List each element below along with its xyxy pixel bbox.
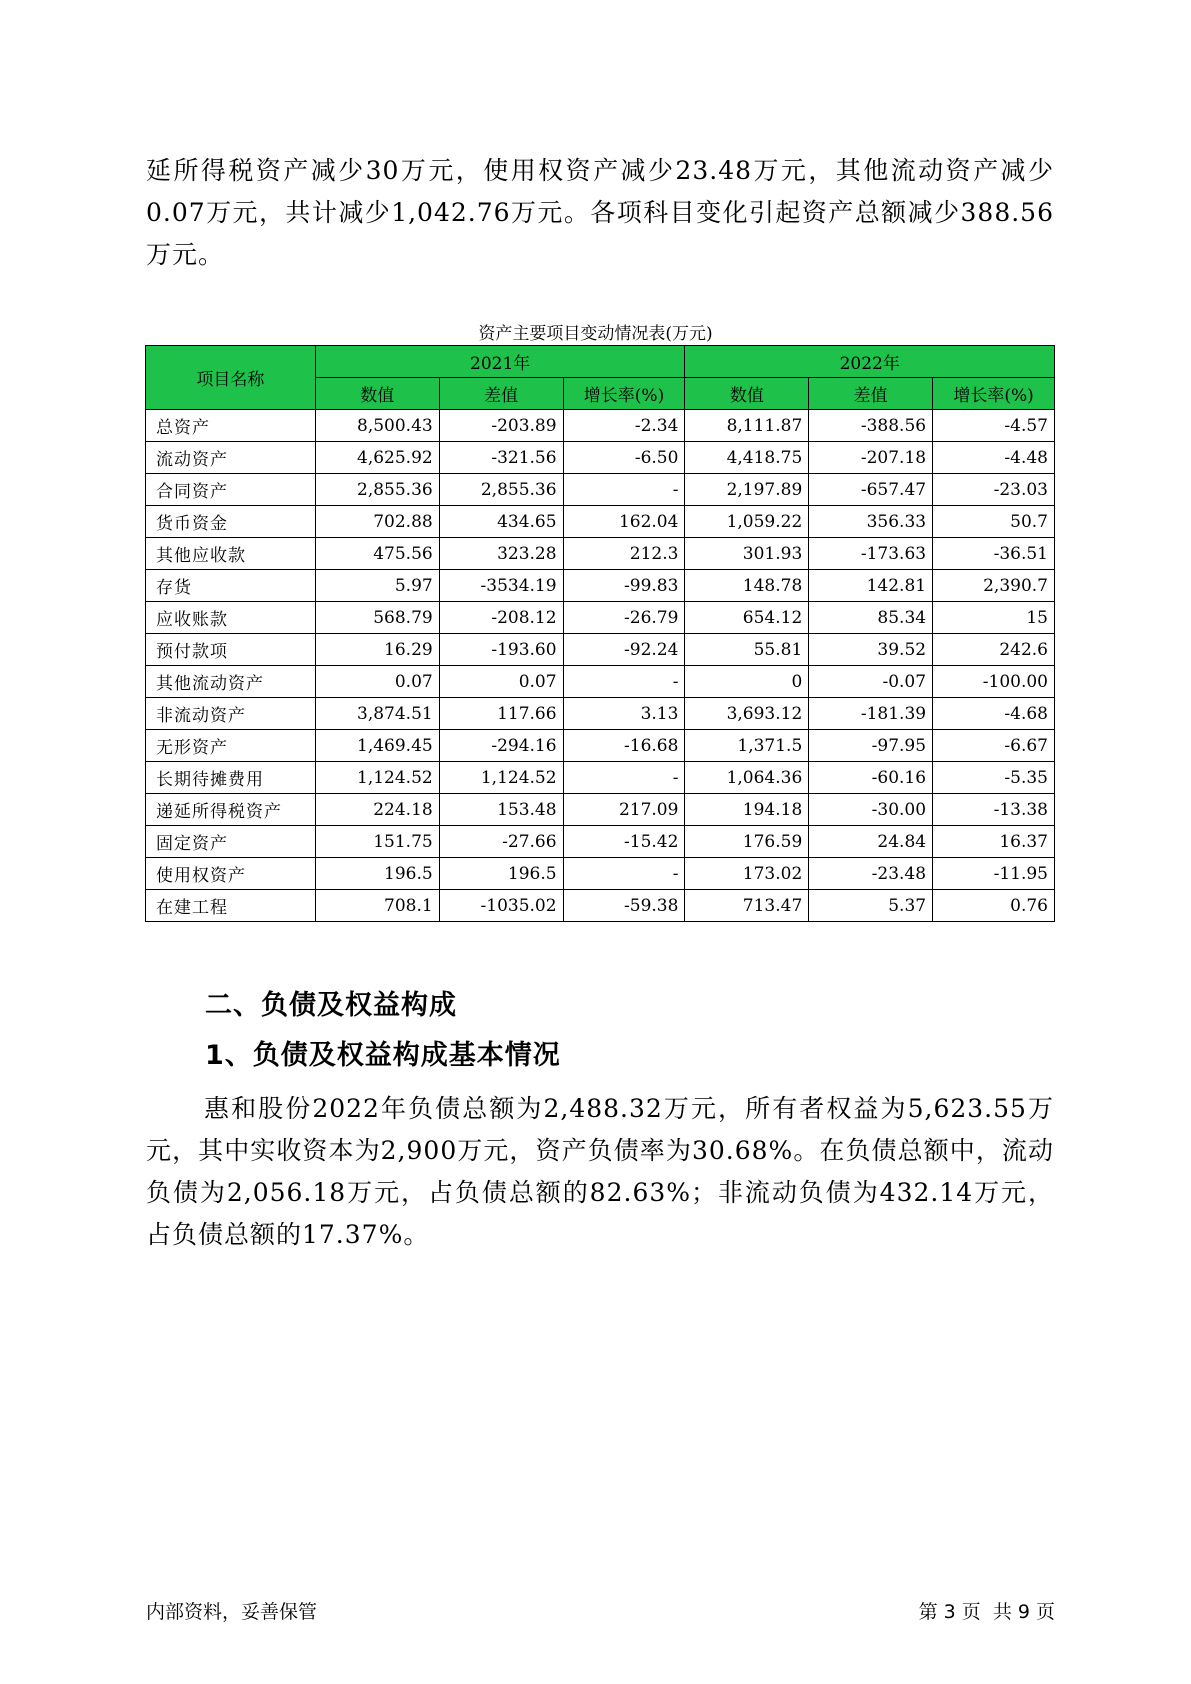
asset-change-table (145, 345, 1055, 922)
table-cell: -60.16 (809, 762, 933, 794)
table-cell: 162.04 (563, 506, 685, 538)
table-cell: 85.34 (809, 602, 933, 634)
table-cell: 1,059.22 (685, 506, 809, 538)
table-cell: 0.07 (439, 666, 563, 698)
row-item-name: 无形资产 (146, 730, 316, 762)
row-item-name: 货币资金 (146, 506, 316, 538)
table-cell: 654.12 (685, 602, 809, 634)
table-cell: -203.89 (439, 410, 563, 442)
table-cell: 3,874.51 (315, 698, 439, 730)
table-row (146, 634, 1055, 666)
table-cell: 196.5 (315, 858, 439, 890)
table-cell: 356.33 (809, 506, 933, 538)
table-cell: -36.51 (933, 538, 1055, 570)
table-cell: 24.84 (809, 826, 933, 858)
table-cell: -11.95 (933, 858, 1055, 890)
table-cell: -173.63 (809, 538, 933, 570)
table-cell: -208.12 (439, 602, 563, 634)
table-cell: 55.81 (685, 634, 809, 666)
table-cell: -6.50 (563, 442, 685, 474)
table-cell: - (563, 474, 685, 506)
row-item-name: 预付款项 (146, 634, 316, 666)
table-cell: 568.79 (315, 602, 439, 634)
table-cell: 708.1 (315, 890, 439, 922)
table-cell: 16.37 (933, 826, 1055, 858)
footer-confidential-note: 内部资料，妥善保管 (146, 1601, 318, 1623)
header-diff-2021: 差值 (439, 378, 563, 410)
table-cell: -388.56 (809, 410, 933, 442)
table-row (146, 538, 1055, 570)
table-cell: 224.18 (315, 794, 439, 826)
row-item-name: 其他流动资产 (146, 666, 316, 698)
table-cell: -100.00 (933, 666, 1055, 698)
row-item-name: 固定资产 (146, 826, 316, 858)
row-item-name: 流动资产 (146, 442, 316, 474)
table-cell: 176.59 (685, 826, 809, 858)
row-item-name: 总资产 (146, 410, 316, 442)
table-cell: 196.5 (439, 858, 563, 890)
table-cell: -30.00 (809, 794, 933, 826)
header-growth-2021: 增长率(%) (563, 378, 685, 410)
table-cell: -294.16 (439, 730, 563, 762)
table-row (146, 474, 1055, 506)
row-item-name: 合同资产 (146, 474, 316, 506)
table-cell: 4,625.92 (315, 442, 439, 474)
table-cell: 2,197.89 (685, 474, 809, 506)
table-row (146, 826, 1055, 858)
table-row (146, 730, 1055, 762)
table-cell: 39.52 (809, 634, 933, 666)
table-row (146, 794, 1055, 826)
table-row (146, 442, 1055, 474)
table-cell: 194.18 (685, 794, 809, 826)
table-cell: 5.97 (315, 570, 439, 602)
table-cell: -15.42 (563, 826, 685, 858)
table-cell: -5.35 (933, 762, 1055, 794)
row-item-name: 在建工程 (146, 890, 316, 922)
table-cell: -1035.02 (439, 890, 563, 922)
table-cell: 5.37 (809, 890, 933, 922)
table-header-row-1 (146, 346, 1055, 378)
table-cell: 242.6 (933, 634, 1055, 666)
table-cell: 713.47 (685, 890, 809, 922)
table-cell: -0.07 (809, 666, 933, 698)
table-cell: 2,855.36 (439, 474, 563, 506)
row-item-name: 长期待摊费用 (146, 762, 316, 794)
table-cell: -97.95 (809, 730, 933, 762)
table-cell: -2.34 (563, 410, 685, 442)
table-cell: -4.57 (933, 410, 1055, 442)
table-cell: 702.88 (315, 506, 439, 538)
table-cell: 16.29 (315, 634, 439, 666)
table-cell: -4.48 (933, 442, 1055, 474)
row-item-name: 存货 (146, 570, 316, 602)
table-row (146, 858, 1055, 890)
table-cell: 1,124.52 (315, 762, 439, 794)
table-cell: 0.76 (933, 890, 1055, 922)
table-cell: 1,124.52 (439, 762, 563, 794)
table-cell: 8,111.87 (685, 410, 809, 442)
table-cell: 142.81 (809, 570, 933, 602)
paragraph-liabilities: 惠和股份2022年负债总额为2,488.32万元，所有者权益为5,623.55万元，其中实收资本为2,900万元，资产负债率为30.68%。在负债总额中，流动负债为2,056.18万元，占负债总额的82.63%；非流动负债为432.14万元，占负债总额的17.37%。 (146, 1094, 1054, 1249)
table-cell: -321.56 (439, 442, 563, 474)
table-cell: 4,418.75 (685, 442, 809, 474)
table-cell: -59.38 (563, 890, 685, 922)
table-cell: -3534.19 (439, 570, 563, 602)
table-cell: 50.7 (933, 506, 1055, 538)
table-row (146, 570, 1055, 602)
header-diff-2022: 差值 (809, 378, 933, 410)
table-cell: -16.68 (563, 730, 685, 762)
table-cell: 173.02 (685, 858, 809, 890)
footer-page-number: 第 3 页 共 9 页 (918, 1601, 1055, 1623)
table-cell: 15 (933, 602, 1055, 634)
table-cell: -207.18 (809, 442, 933, 474)
header-item-name: 项目名称 (146, 346, 316, 410)
row-item-name: 其他应收款 (146, 538, 316, 570)
table-caption: 资产主要项目变动情况表(万元) (478, 324, 713, 344)
header-year-2022: 2022年 (685, 346, 1055, 378)
table-cell: -92.24 (563, 634, 685, 666)
table-cell: -4.68 (933, 698, 1055, 730)
row-item-name: 非流动资产 (146, 698, 316, 730)
table-row (146, 762, 1055, 794)
table-cell: 212.3 (563, 538, 685, 570)
table-cell: - (563, 762, 685, 794)
table-cell: 434.65 (439, 506, 563, 538)
row-item-name: 应收账款 (146, 602, 316, 634)
table-cell: 301.93 (685, 538, 809, 570)
table-cell: 8,500.43 (315, 410, 439, 442)
table-cell: 148.78 (685, 570, 809, 602)
table-row (146, 506, 1055, 538)
header-year-2021: 2021年 (315, 346, 685, 378)
table-cell: 3.13 (563, 698, 685, 730)
table-row (146, 890, 1055, 922)
table-row (146, 410, 1055, 442)
table-cell: -99.83 (563, 570, 685, 602)
table-cell: 153.48 (439, 794, 563, 826)
table-cell: 217.09 (563, 794, 685, 826)
table-cell: 475.56 (315, 538, 439, 570)
table-cell: -657.47 (809, 474, 933, 506)
table-cell: 1,469.45 (315, 730, 439, 762)
table-cell: 117.66 (439, 698, 563, 730)
table-body (146, 410, 1055, 922)
row-item-name: 使用权资产 (146, 858, 316, 890)
table-cell: -26.79 (563, 602, 685, 634)
table-cell: -23.48 (809, 858, 933, 890)
section-heading: 二、负债及权益构成 (205, 990, 457, 1021)
table-row (146, 698, 1055, 730)
table-cell: - (563, 858, 685, 890)
table-cell: 2,390.7 (933, 570, 1055, 602)
table-cell: 1,064.36 (685, 762, 809, 794)
row-item-name: 递延所得税资产 (146, 794, 316, 826)
table-cell: 323.28 (439, 538, 563, 570)
table-cell: 0.07 (315, 666, 439, 698)
table-cell: 2,855.36 (315, 474, 439, 506)
table-cell: 151.75 (315, 826, 439, 858)
table-cell: -23.03 (933, 474, 1055, 506)
table-cell: -181.39 (809, 698, 933, 730)
table-row (146, 666, 1055, 698)
table-row (146, 602, 1055, 634)
table-cell: 0 (685, 666, 809, 698)
paragraph-asset-summary: 延所得税资产减少30万元，使用权资产减少23.48万元，其他流动资产减少0.07万元，共计减少1,042.76万元。各项科目变化引起资产总额减少388.56万元。 (146, 156, 1054, 269)
table-cell: -13.38 (933, 794, 1055, 826)
table-cell: - (563, 666, 685, 698)
table-cell: 3,693.12 (685, 698, 809, 730)
table-cell: -6.67 (933, 730, 1055, 762)
table-cell: 1,371.5 (685, 730, 809, 762)
table-cell: -27.66 (439, 826, 563, 858)
header-value-2022: 数值 (685, 378, 809, 410)
subsection-heading: 1、负债及权益构成基本情况 (205, 1040, 561, 1071)
header-value-2021: 数值 (315, 378, 439, 410)
header-growth-2022: 增长率(%) (933, 378, 1055, 410)
table-cell: -193.60 (439, 634, 563, 666)
